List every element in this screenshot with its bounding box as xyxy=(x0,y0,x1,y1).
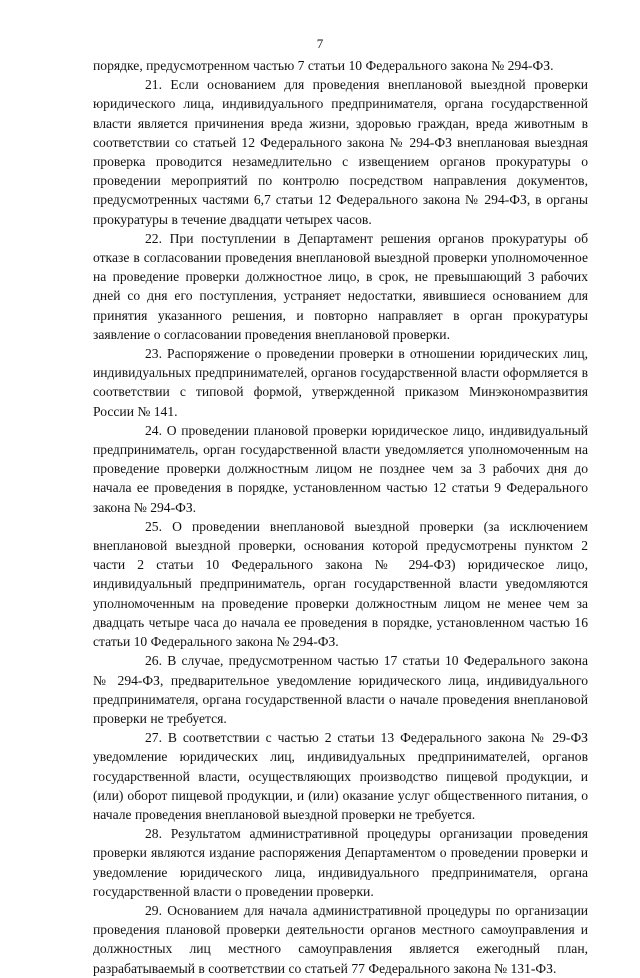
page-number: 7 xyxy=(316,36,324,51)
paragraph-28: 28. Результатом административной процедуры организации проведения проверки являются издание распоряжения Департаментом о проведении проверки и уведомление юридического лица, индивидуального предпринимателя, органа государственной власти о проведении проверки. xyxy=(93,826,588,899)
paragraph-continuation: порядке, предусмотренном частью 7 статьи 10 Федерального закона № 294-ФЗ. xyxy=(93,58,554,73)
paragraph-29: 29. Основанием для начала административной процедуры по организации проведения плановой проверки деятельности органов местного самоуправления и должностных лиц местного самоуправления является ежегодный план, разрабатываемый в соответствии со статьей 77 Федерального закона № 131-ФЗ. xyxy=(93,902,588,976)
paragraph-22: 22. При поступлении в Департамент решения органов прокуратуры об отказе в согласовании проведения внеплановой выездной проверки уполномоченное на проведение проверки должностное лицо, в срок, не превышающий 3 рабочих дней со дня его поступления, устраняет недостатки, явившиеся основанием для принятия указанного решения, и повторно направляет в орган прокуратуры заявление о согласовании проведения внеплановой проверки. xyxy=(93,230,588,342)
paragraph-23: 23. Распоряжение о проведении проверки в отношении юридических лиц, индивидуальных предпринимателей, органов государственной власти оформляется в соответствии с типовой формой, утвержденной приказом Минэкономразвития России № 141. xyxy=(93,346,588,419)
paragraph-24: 24. О проведении плановой проверки юридическое лицо, индивидуальный предприниматель, орган государственной власти уведомляется уполномоченным на проведение проверки должностным лицом не позднее чем за 3 рабочих дня до начала ее проведения в порядке, установленном частью 12 статьи 9 Федерального закона № 294-ФЗ. xyxy=(93,422,588,515)
paragraph-25: 25. О проведении внеплановой выездной проверки (за исключением внеплановой выездной проверки, основания которой предусмотрены пунктом 2 части 2 статьи 10 Федерального закона № 294-ФЗ) юридическое лицо, индивидуальный предприниматель, орган государственной власти уведомляются уполномоченным на проведение проверки должностным лицом не менее чем за двадцать четыре часа до начала ее проведения в порядке, установленном частью 16 статьи 10 Федерального закона № 294-ФЗ. xyxy=(93,518,588,650)
paragraph-27: 27. В соответствии с частью 2 статьи 13 Федерального закона № 29-ФЗ уведомление юридических лиц, индивидуальных предпринимателей, органов государственной власти, осуществляющих производство пищевой продукции, и (или) оборот пищевой продукции, и (или) оказание услуг общественного питания, о начале проведения внеплановой выездной проверки не требуется. xyxy=(93,730,588,822)
document-body xyxy=(93,56,588,978)
paragraph-21: 21. Если основанием для проведения внеплановой выездной проверки юридического лица, индивидуального предпринимателя, органа государственной власти является причинения вреда жизни, здоровью граждан, вреда животным в соответствии со статьей 12 Федерального закона № 294-ФЗ внеплановая выездная проверка проводится незамедлительно с извещением органов прокуратуры о проведении мероприятий по контролю посредством направления документов, предусмотренных частями 6,7 статьи 12 Федерального закона № 294-ФЗ, в органы прокуратуры в течение двадцати четырех часов. xyxy=(93,77,588,227)
paragraph-26: 26. В случае, предусмотренном частью 17 статьи 10 Федерального закона № 294-ФЗ, предварительное уведомление юридического лица, индивидуального предпринимателя, органа государственной власти о начале проведения внеплановой проверки не требуется. xyxy=(93,653,588,726)
